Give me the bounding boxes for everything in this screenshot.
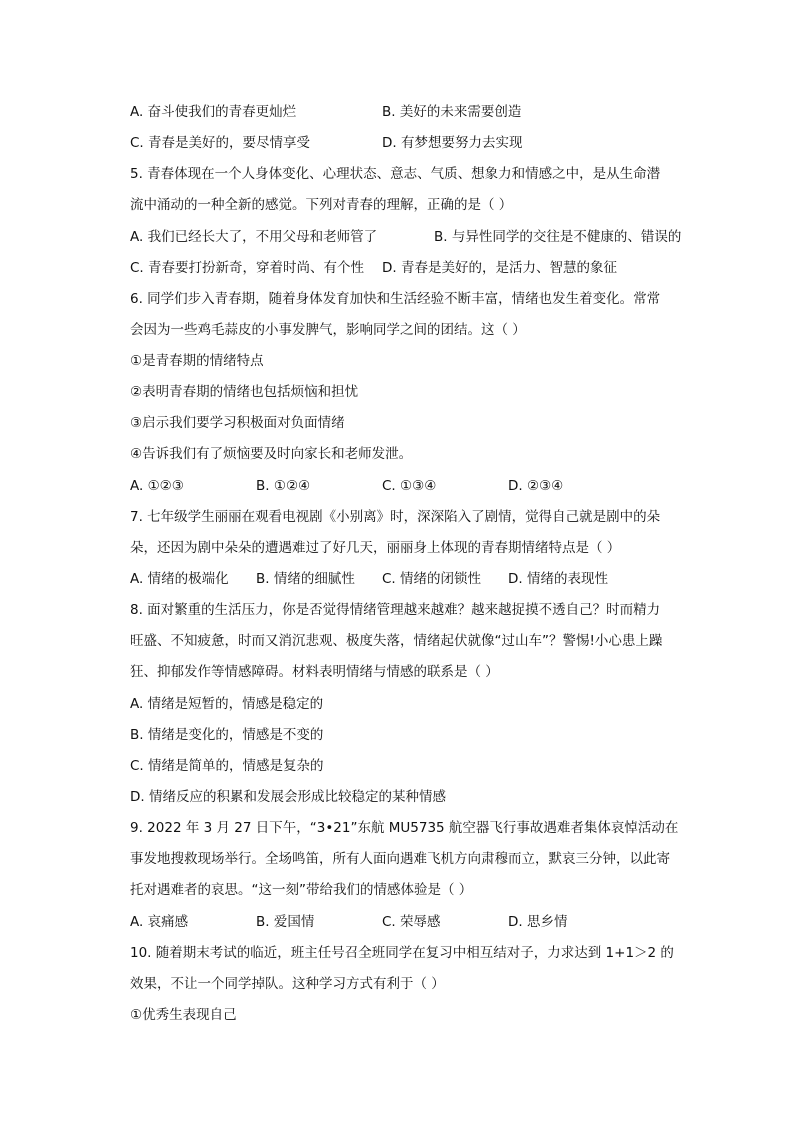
option-c: C. 青春是美好的，要尽情享受 (130, 135, 311, 151)
q5-stem-line1: 5. 青春体现在一个人身体变化、心理状态、意志、气质、想象力和情感之中，是从生命潜 (130, 166, 661, 182)
q6-stem-line1: 6. 同学们步入青春期，随着身体发育加快和生活经验不断丰富，情绪也发生着变化。常常 (130, 291, 661, 307)
q7-option-c: C. 情绪的闭锁性 (382, 571, 482, 587)
q10-statement-1: ①优秀生表现自己 (130, 1007, 237, 1023)
q7-option-a: A. 情绪的极端化 (130, 571, 229, 587)
q6-statement-2: ②表明青春期的情绪也包括烦恼和担忧 (130, 384, 359, 400)
q5-option-b: B. 与异性同学的交往是不健康的、错误的 (434, 229, 682, 245)
q9-option-a: A. 哀痛感 (130, 914, 189, 930)
q6-statement-4: ④告诉我们有了烦恼要及时向家长和老师发泄。 (130, 446, 413, 462)
q7-option-d: D. 情绪的表现性 (508, 571, 608, 587)
q9-option-b: B. 爱国情 (256, 914, 315, 930)
q8-stem-line3: 狂、抑郁发作等情感障碍。材料表明情绪与情感的联系是（ ） (130, 664, 499, 680)
q9-stem-line2: 事发地搜救现场举行。全场鸣笛，所有人面向遇难飞机方向肃穆而立，默哀三分钟，以此寄 (130, 851, 670, 867)
q8-option-a: A. 情绪是短暂的，情感是稳定的 (130, 696, 324, 712)
q8-stem-line1: 8. 面对繁重的生活压力，你是否觉得情绪管理越来越难？越来越捉摸不透自己？时而精力 (130, 602, 661, 618)
q10-stem-line2: 效果，不让一个同学掉队。这种学习方式有利于（ ） (130, 976, 445, 992)
q6-stem-line2: 会因为一些鸡毛蒜皮的小事发脾气，影响同学之间的团结。这（ ） (130, 322, 526, 338)
q5-option-a: A. 我们已经长大了，不用父母和老师管了 (130, 229, 378, 245)
option-d: D. 有梦想要努力去实现 (382, 135, 523, 151)
q6-option-c: C. ①③④ (382, 478, 437, 494)
q9-option-c: C. 荣辱感 (382, 914, 441, 930)
q10-stem-line1: 10. 随着期末考试的临近，班主任号召全班同学在复习中相互结对子，力求达到 1+1＞2 的 (130, 945, 674, 961)
q7-option-b: B. 情绪的细腻性 (256, 571, 355, 587)
q7-stem-line1: 7. 七年级学生丽丽在观看电视剧《小别离》时，深深陷入了剧情，觉得自己就是剧中的朵 (130, 509, 661, 525)
q8-stem-line2: 旺盛、不知疲惫，时而又消沉悲观、极度失落，情绪起伏就像“过山车”？警惕!小心患上躁 (130, 633, 663, 649)
q5-option-c: C. 青春要打扮新奇，穿着时尚、有个性 (130, 260, 365, 276)
q9-stem-line3: 托对遇难者的哀思。“这一刻”带给我们的情感体验是（ ） (130, 882, 473, 898)
q9-stem-line1: 9. 2022 年 3 月 27 日下午，“3•21”东航 MU5735 航空器飞行事故遇难者集体哀悼活动在 (130, 820, 679, 836)
q5-stem-line2: 流中涌动的一种全新的感觉。下列对青春的理解，正确的是（ ） (130, 197, 513, 213)
q6-statement-3: ③启示我们要学习积极面对负面情绪 (130, 415, 345, 431)
q6-option-a: A. ①②③ (130, 478, 184, 494)
q5-option-d: D. 青春是美好的，是活力、智慧的象征 (382, 260, 617, 276)
option-a: A. 奋斗使我们的青春更灿烂 (130, 104, 297, 120)
q9-option-d: D. 思乡情 (508, 914, 568, 930)
q6-option-d: D. ②③④ (508, 478, 564, 494)
q7-stem-line2: 朵，还因为剧中朵朵的遭遇难过了好几天，丽丽身上体现的青春期情绪特点是（ ） (130, 540, 621, 556)
q8-option-d: D. 情绪反应的积累和发展会形成比较稳定的某种情感 (130, 789, 446, 805)
q6-statement-1: ①是青春期的情绪特点 (130, 353, 264, 369)
q8-option-b: B. 情绪是变化的，情感是不变的 (130, 727, 324, 743)
q8-option-c: C. 情绪是简单的，情感是复杂的 (130, 758, 324, 774)
q6-option-b: B. ①②④ (256, 478, 311, 494)
option-b: B. 美好的未来需要创造 (382, 104, 522, 120)
